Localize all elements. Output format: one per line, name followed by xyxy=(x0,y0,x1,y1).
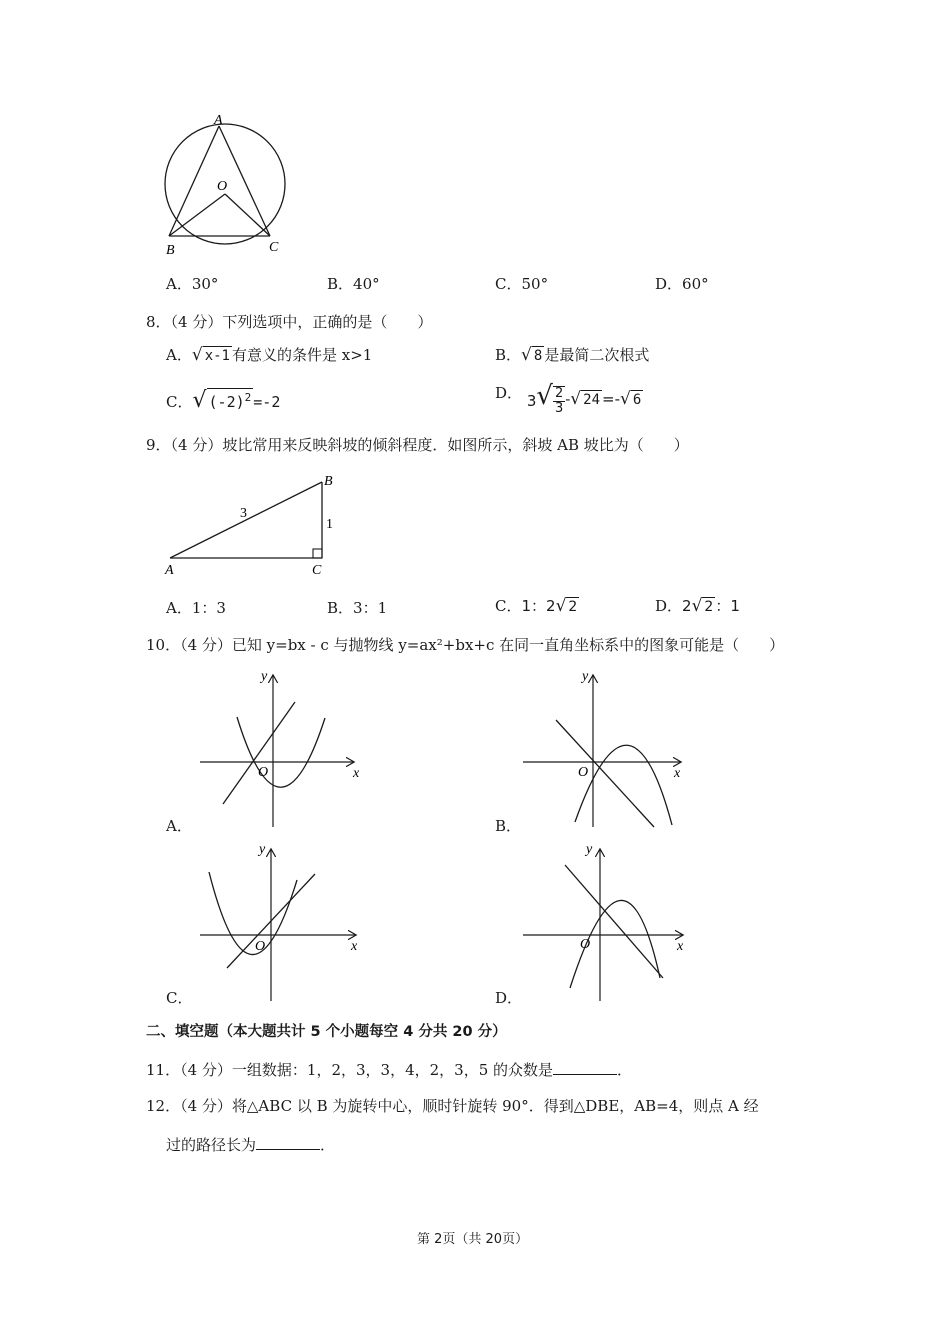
q8-d-eq: =- xyxy=(602,390,620,408)
q8-d-fraction xyxy=(553,386,565,416)
q9-c-rad: 2 xyxy=(568,599,578,615)
q10-c-parabola xyxy=(209,872,297,955)
y-axis-label: y xyxy=(586,842,593,857)
q12-answer-blank[interactable] xyxy=(256,1133,320,1150)
q7-option-c[interactable]: C．50° xyxy=(495,275,549,293)
x-axis-label: x xyxy=(353,766,360,781)
q9-d-prefix: D． xyxy=(655,597,683,615)
q8-b-prefix: B． xyxy=(495,346,522,364)
q8-option-a[interactable] xyxy=(166,345,372,365)
sqrt-icon: √ xyxy=(192,388,207,413)
q8-b-radicand: 8 xyxy=(533,348,543,364)
sqrt-icon: √ xyxy=(521,345,532,365)
q8-d-minus: - xyxy=(565,390,571,408)
q9-label-b: B xyxy=(324,474,333,489)
q9-c-prefix: C． xyxy=(495,597,522,615)
q7-label-b: B xyxy=(166,243,175,258)
x-axis-label: x xyxy=(351,939,358,954)
q8-d-rad3: 6 xyxy=(632,392,642,408)
q7-line-ab xyxy=(169,126,219,236)
q8-stem: 8．（4 分）下列选项中，正确的是（ ） xyxy=(146,313,433,331)
q10-stem: 10．（4 分）已知 y=bx - c 与抛物线 y=ax²+bx+c 在同一直角坐标系中的图象可能是（ ） xyxy=(146,636,785,654)
q8-c-prefix: C． xyxy=(166,393,193,411)
y-axis-label: y xyxy=(259,842,266,857)
q9-label-a: A xyxy=(165,563,174,578)
q9-option-b[interactable]: B．3：1 xyxy=(327,599,388,617)
q7-label-a: A xyxy=(214,113,223,128)
q9-option-a[interactable]: A．1：3 xyxy=(166,599,226,617)
q9-c-text: 1：2 xyxy=(521,597,556,615)
q8-c-radicand: (-2) xyxy=(208,393,245,411)
q8-a-prefix: A． xyxy=(166,346,192,364)
q11-tail: ． xyxy=(617,1061,633,1079)
q7-option-a[interactable]: A．30° xyxy=(166,275,219,293)
q10-option-a[interactable]: A． xyxy=(166,817,192,835)
q10-b-line xyxy=(556,720,654,827)
q7-label-o: O xyxy=(217,179,228,194)
q10-option-b[interactable]: B． xyxy=(495,817,522,835)
q9-slope-figure xyxy=(160,468,350,583)
q8-c-exponent: 2 xyxy=(244,391,252,404)
q10-graph-c xyxy=(195,838,370,1003)
origin-label: O xyxy=(578,765,589,780)
q12-line2 xyxy=(166,1133,335,1155)
q8-d-prefix: D． xyxy=(495,384,523,402)
q11-text: 11．（4 分）一组数据：1，2，3，3，4，2，3，5 的众数是 xyxy=(146,1061,554,1079)
q10-option-d[interactable]: D． xyxy=(495,989,523,1007)
x-axis-label: x xyxy=(674,766,681,781)
q9-label-side-ab: 3 xyxy=(240,506,247,521)
q10-option-c[interactable]: C． xyxy=(166,989,193,1007)
q10-graph-a xyxy=(195,662,370,832)
q7-option-b[interactable]: B．40° xyxy=(327,275,380,293)
q8-d-coef: 3 xyxy=(526,392,537,410)
x-axis-label: x xyxy=(677,939,684,954)
q8-d-rad2: 24 xyxy=(583,392,600,408)
q9-label-side-bc: 1 xyxy=(326,517,333,532)
q8-option-d[interactable] xyxy=(495,383,643,416)
sqrt-icon: √ xyxy=(691,596,703,616)
q12-line1: 12．（4 分）将△ABC 以 B 为旋转中心，顺时针旋转 90°．得到△DBE，AB=4，则点 A 经 xyxy=(146,1097,759,1115)
q9-stem: 9．（4 分）坡比常用来反映斜坡的倾斜程度．如图所示，斜坡 AB 坡比为（ ） xyxy=(146,436,689,454)
origin-label: O xyxy=(580,937,591,952)
origin-label: O xyxy=(255,939,266,954)
q7-option-d[interactable]: D．60° xyxy=(655,275,709,293)
q10-a-line xyxy=(223,702,295,804)
origin-label: O xyxy=(258,765,269,780)
q8-option-c[interactable] xyxy=(166,388,280,412)
y-axis-label: y xyxy=(582,669,589,684)
q11-answer-blank[interactable] xyxy=(553,1058,617,1075)
q9-option-c[interactable] xyxy=(495,596,579,616)
section-heading-fill-in: 二、填空题（本大题共计 5 个小题每空 4 分共 20 分） xyxy=(146,1024,507,1040)
q10-graph-d xyxy=(520,838,695,1003)
q12-tail: ． xyxy=(320,1136,336,1154)
q9-option-d[interactable] xyxy=(655,596,740,616)
sqrt-icon: √ xyxy=(536,381,553,411)
q8-c-radicand-group xyxy=(207,388,254,411)
sqrt-icon: √ xyxy=(555,596,567,616)
q8-option-b[interactable] xyxy=(495,345,649,365)
q8-a-text: 有意义的条件是 x>1 xyxy=(231,346,373,364)
q9-right-angle-mark xyxy=(313,549,322,558)
q12-line2-text: 过的路径长为 xyxy=(166,1136,257,1154)
sqrt-icon: √ xyxy=(619,389,631,409)
q9-d-rad: 2 xyxy=(704,599,714,615)
q8-a-radicand: x-1 xyxy=(204,348,230,364)
q8-b-text: 是最简二次根式 xyxy=(544,346,650,364)
q9-label-c: C xyxy=(312,563,322,578)
q10-graph-b xyxy=(520,662,695,832)
q7-circle-figure xyxy=(150,110,310,260)
q7-label-c: C xyxy=(269,240,279,255)
sqrt-icon: √ xyxy=(191,345,203,365)
y-axis-label: y xyxy=(261,669,268,684)
q11 xyxy=(146,1058,632,1080)
q7-line-oc xyxy=(225,194,270,236)
q8-d-den: 3 xyxy=(554,401,564,416)
q10-a-parabola xyxy=(237,717,325,787)
page-footer: 第 2页（共 20页） xyxy=(417,1232,529,1247)
sqrt-icon: √ xyxy=(570,389,582,409)
q8-c-rest: =-2 xyxy=(253,393,281,411)
q8-d-num: 2 xyxy=(554,386,564,401)
q9-d-text: 2 xyxy=(682,597,692,615)
q7-line-ob xyxy=(169,194,225,236)
q9-d-tail: ：1 xyxy=(715,597,740,615)
